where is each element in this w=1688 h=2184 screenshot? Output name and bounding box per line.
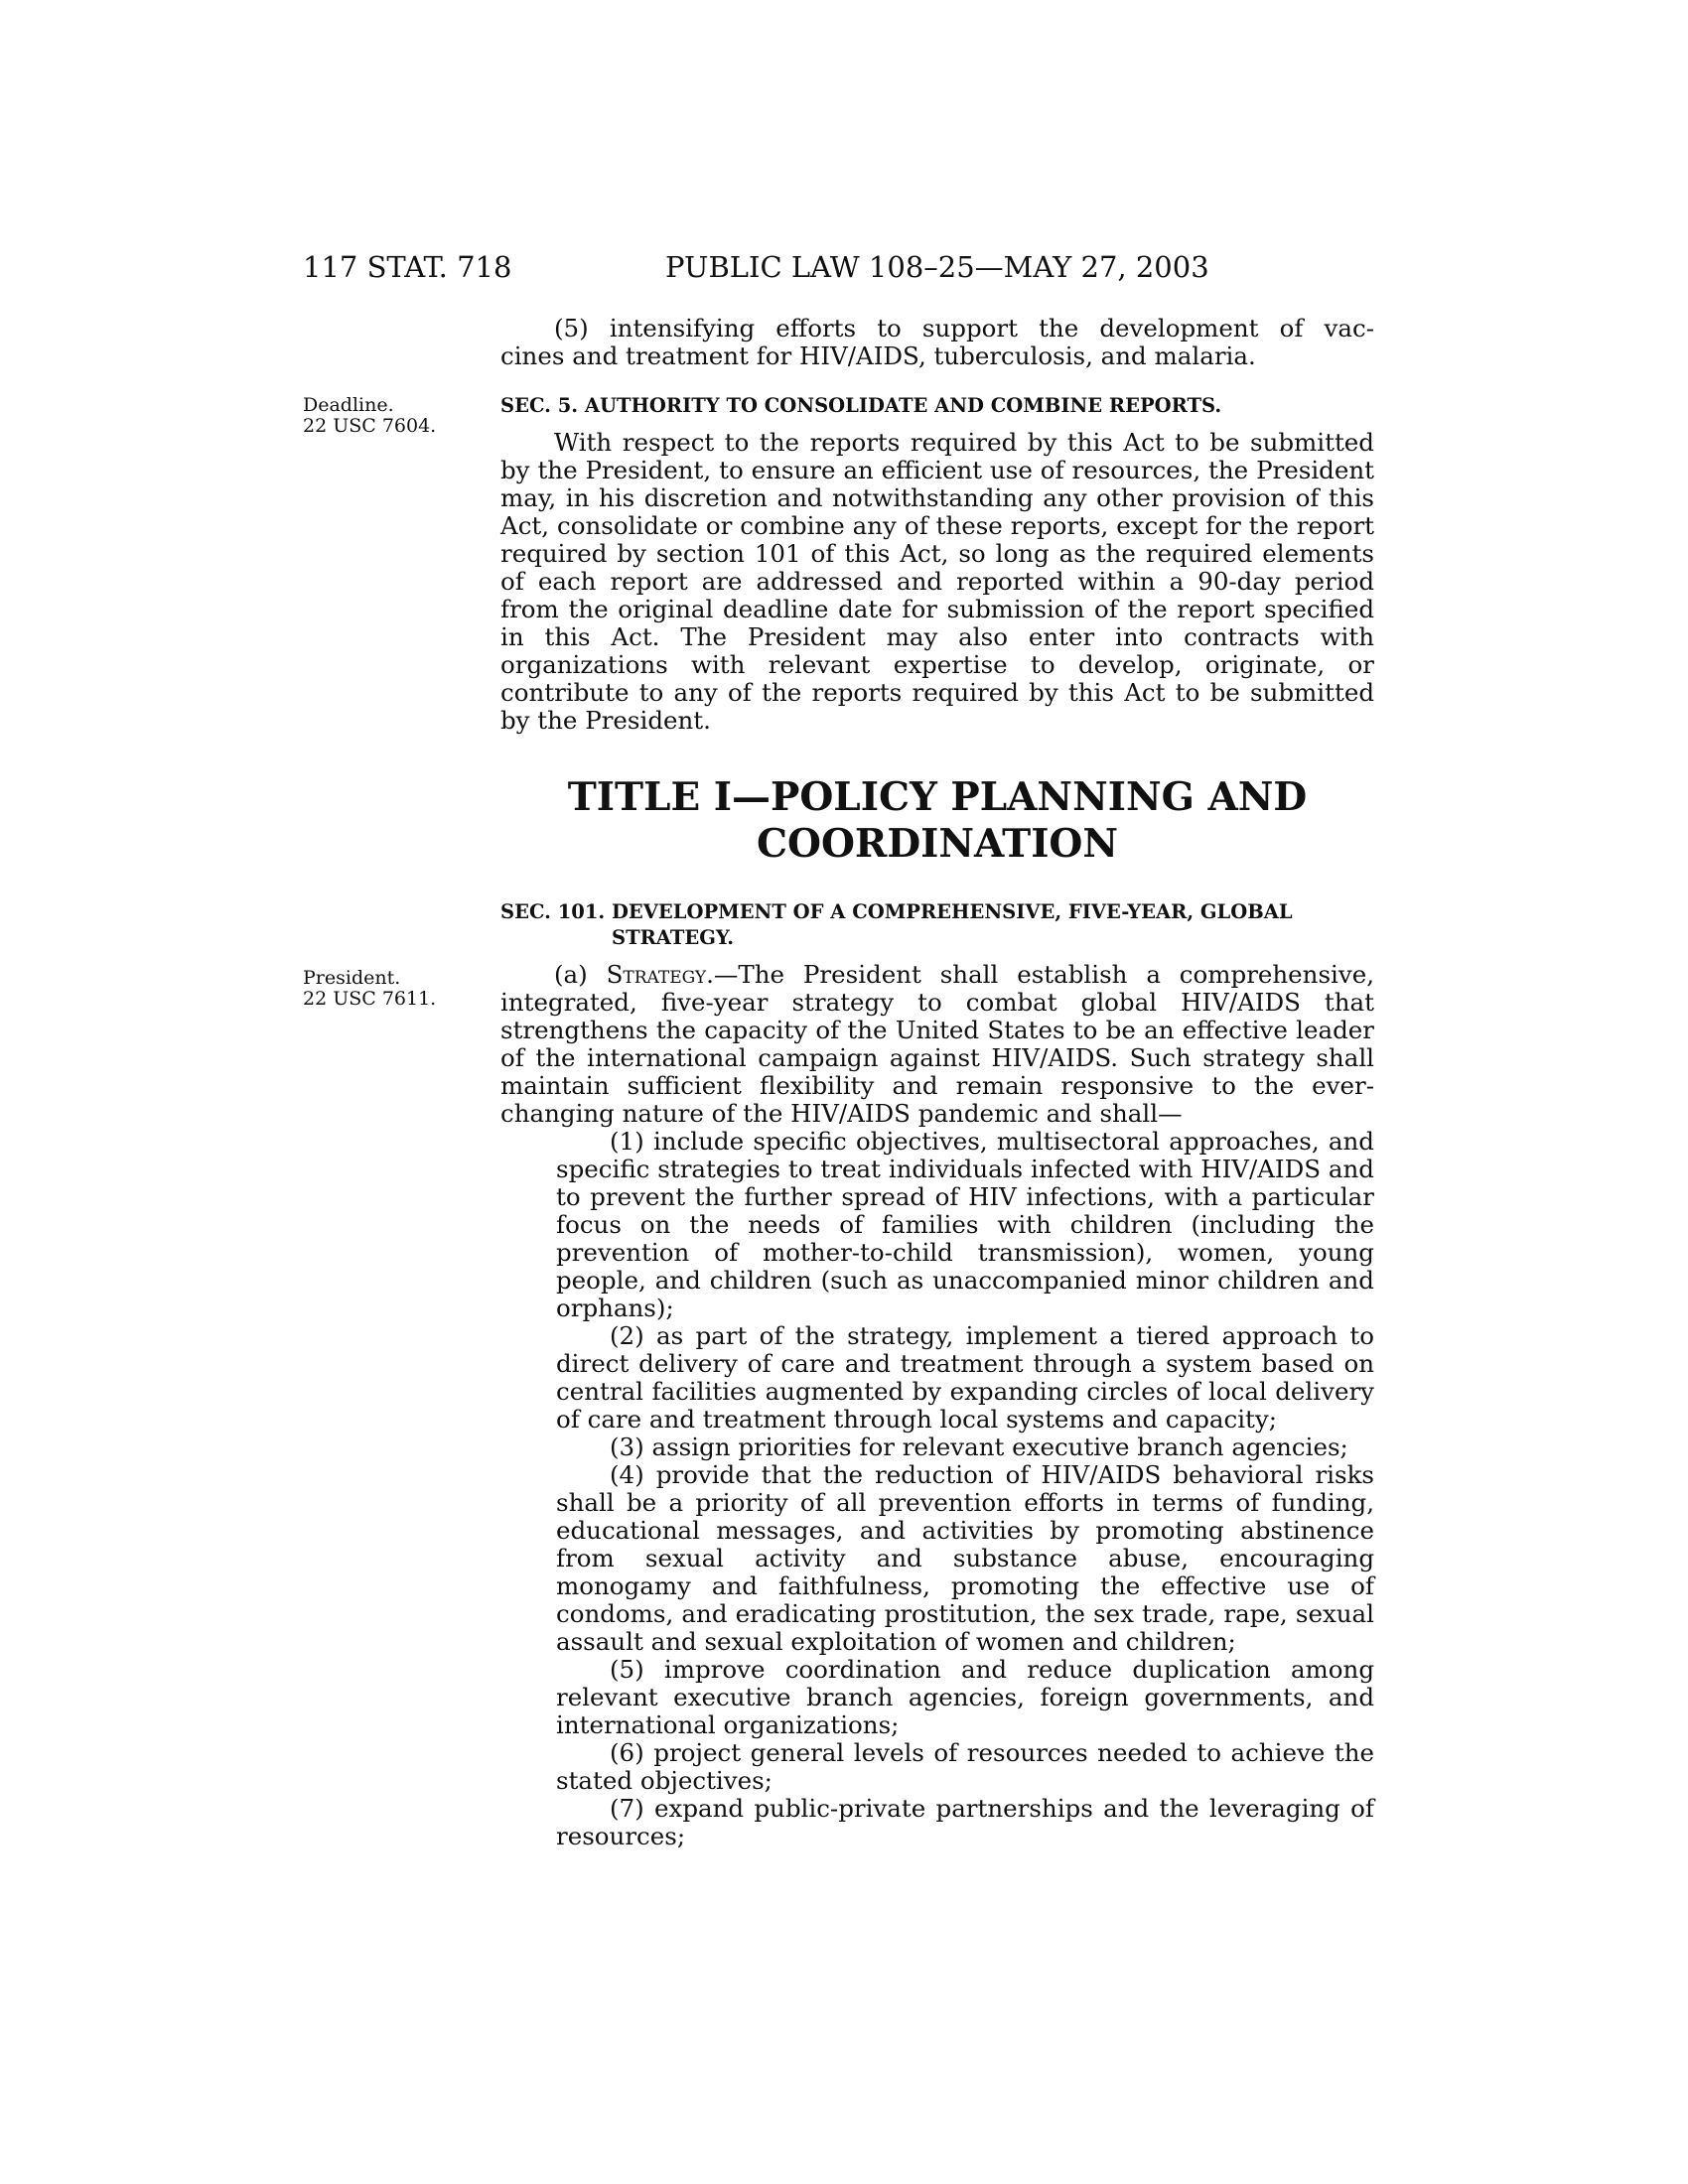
title-line: TITLE I—POLICY PLANNING AND: [567, 774, 1308, 820]
margin-note-citation: 22 USC 7604.: [303, 415, 437, 437]
title-line: COORDINATION: [756, 821, 1119, 867]
subsection-label: (a): [554, 960, 607, 989]
title-heading: [500, 774, 1374, 868]
section-heading: [500, 899, 1374, 951]
subsection-intro: .—The President shall establish a comprehensive, integrated, five-year strategy to combat global HIV/AIDS that strengthens the capacity of the United States to be an effective leader of the international campaign against HIV/AIDS. Such strategy shall maintain sufficient flexibility and remain responsive to the ever-changing nature of the HIV/AIDS pandemic and shall—: [500, 960, 1375, 1128]
list-item: (7) expand public-private partnerships and the leveraging of resources;: [556, 1794, 1374, 1850]
subsection-title: Strategy: [606, 960, 707, 989]
section-heading: SEC. 5. AUTHORITY TO CONSOLIDATE AND COMBINE REPORTS.: [500, 394, 1222, 417]
margin-note-deadline: [303, 395, 436, 437]
margin-note-president: [303, 968, 436, 1010]
section-101: [500, 899, 1374, 1850]
list-item: (6) project general levels of resources needed to achieve the stated objectives;: [556, 1738, 1374, 1795]
continued-list-item: [500, 315, 1374, 370]
section-body: With respect to the reports required by this Act to be submitted by the President, to ensure an efficient use of resources, the President may, in his discretion and notwithstanding any other provision of this Act, consolidate or combine any of these reports, except for the report required by section 101 of this Act, so long as the required elements of each report are addressed and reported within a 90-day period from the original deadline date for submission of the report specified in this Act. The President may also enter into contracts with organizations with relevant expertise to develop, originate, or contribute to any of the reports required by this Act to be submitted by the President.: [500, 428, 1374, 735]
margin-note-label: Deadline.: [303, 394, 394, 416]
margin-note-citation: 22 USC 7611.: [303, 988, 437, 1010]
margin-note-label: President.: [303, 967, 401, 989]
list-item: (2) as part of the strategy, implement a tiered approach to direct delivery of care and treatment through a system based on central facilities augmented by expanding circles of local delivery of care and treatment through local systems and capacity;: [556, 1321, 1374, 1433]
section-heading-line: SEC. 101. DEVELOPMENT OF A COMPREHENSIVE, FIVE-YEAR, GLOBAL: [500, 900, 1293, 923]
list-item: (4) provide that the reduction of HIV/AIDS behavioral risks shall be a priority of all prevention efforts in terms of funding, educational messages, and activities by promoting abstinence from sexual activity and substance abuse, encouraging monogamy and faithfulness, promoting the effective use of condoms, and eradicating prostitution, the sex trade, rape, sexual assault and sexual exploitation of women and children;: [556, 1460, 1374, 1656]
list-item: (3) assign priorities for relevant executive branch agencies;: [610, 1433, 1348, 1461]
public-law-header: PUBLIC LAW 108–25—MAY 27, 2003: [665, 250, 1209, 284]
list-item: (1) include specific objectives, multisectoral approaches, and specific strategies to treat individuals infected with HIV/AIDS and to prevent the further spread of HIV infections, with a particular focus on the needs of families with children (including the prevention of mother-to-child transmission), women, young people, and children (such as unaccompanied minor children and orphans);: [556, 1127, 1374, 1322]
list-item: (5) improve coordination and reduce duplication among relevant executive branch agencies, foreign governments, and international organizations;: [556, 1655, 1374, 1739]
list-item-line: (5) intensifying efforts to support the development of vac-: [554, 314, 1374, 342]
section-heading-line: STRATEGY.: [612, 926, 735, 949]
section-5: [500, 393, 1374, 735]
stat-page-reference: 117 STAT. 718: [303, 250, 512, 284]
list-item-line: cines and treatment for HIV/AIDS, tuberculosis, and malaria.: [500, 341, 1256, 370]
subsection-a: [500, 961, 1374, 1128]
